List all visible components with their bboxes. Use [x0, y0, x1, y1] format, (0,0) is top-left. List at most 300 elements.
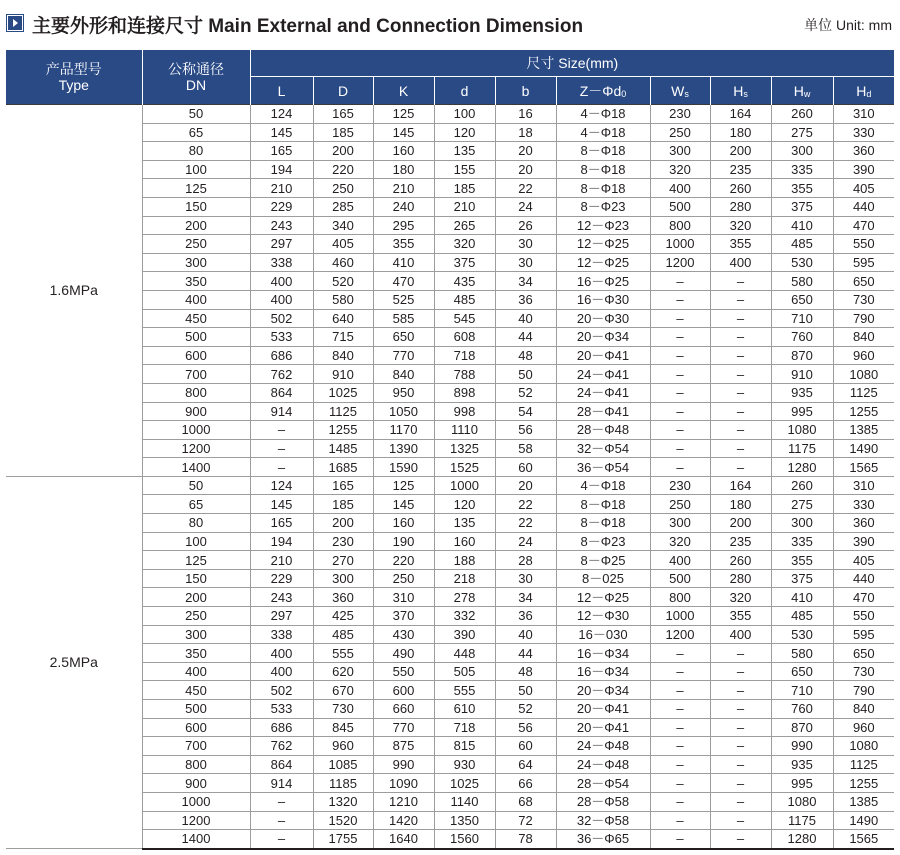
value-cell: 28－Φ58 — [556, 792, 650, 811]
value-cell: 28－Φ54 — [556, 774, 650, 793]
value-cell: 525 — [373, 290, 434, 309]
value-cell: 355 — [710, 235, 771, 254]
dn-cell: 50 — [142, 476, 250, 495]
value-cell: 500 — [650, 197, 710, 216]
value-cell: – — [710, 328, 771, 347]
value-cell: 185 — [434, 179, 495, 198]
value-cell: 715 — [313, 328, 373, 347]
value-cell: – — [710, 792, 771, 811]
value-cell: 145 — [250, 495, 313, 514]
dn-cell: 300 — [142, 625, 250, 644]
value-cell: 278 — [434, 588, 495, 607]
header-type-en: Type — [58, 77, 89, 93]
value-cell: 1255 — [313, 421, 373, 440]
value-cell: 360 — [833, 142, 894, 161]
value-cell: 898 — [434, 383, 495, 402]
value-cell: 20－Φ30 — [556, 309, 650, 328]
value-cell: 28－Φ41 — [556, 402, 650, 421]
value-cell: 870 — [771, 718, 833, 737]
column-header-sub: s — [684, 88, 689, 99]
value-cell: 30 — [495, 235, 556, 254]
value-cell: – — [650, 737, 710, 756]
value-cell: 338 — [250, 625, 313, 644]
value-cell: – — [650, 383, 710, 402]
value-cell: 730 — [833, 290, 894, 309]
table-row — [6, 105, 894, 124]
value-cell: 64 — [495, 755, 556, 774]
value-cell: 730 — [313, 700, 373, 719]
value-cell: 72 — [495, 811, 556, 830]
value-cell: 44 — [495, 328, 556, 347]
value-cell: 410 — [771, 588, 833, 607]
value-cell: 375 — [434, 253, 495, 272]
dn-cell: 1200 — [142, 811, 250, 830]
value-cell: 12－Φ25 — [556, 588, 650, 607]
value-cell: 8－Φ25 — [556, 551, 650, 570]
value-cell: 1590 — [373, 458, 434, 477]
value-cell: 56 — [495, 421, 556, 440]
value-cell: 533 — [250, 328, 313, 347]
value-cell: – — [650, 290, 710, 309]
value-cell: 243 — [250, 588, 313, 607]
value-cell: 960 — [833, 346, 894, 365]
value-cell: – — [710, 346, 771, 365]
value-cell: 36 — [495, 607, 556, 626]
value-cell: 24－Φ41 — [556, 365, 650, 384]
value-cell: 310 — [833, 105, 894, 124]
column-header-main: L — [277, 82, 286, 99]
value-cell: 20－Φ34 — [556, 681, 650, 700]
dn-cell: 250 — [142, 607, 250, 626]
value-cell: – — [710, 830, 771, 849]
value-cell: 185 — [313, 123, 373, 142]
value-cell: 650 — [771, 662, 833, 681]
value-cell: 790 — [833, 681, 894, 700]
value-cell: 200 — [710, 142, 771, 161]
value-cell: 200 — [710, 514, 771, 533]
value-cell: 22 — [495, 514, 556, 533]
value-cell: 50 — [495, 365, 556, 384]
value-cell: 265 — [434, 216, 495, 235]
value-cell: – — [710, 718, 771, 737]
value-cell: 8－Φ18 — [556, 514, 650, 533]
page-title: 主要外形和连接尺寸 Main External and Connection Dimension — [32, 16, 584, 37]
value-cell: 164 — [710, 476, 771, 495]
value-cell: 24－Φ48 — [556, 755, 650, 774]
value-cell: 335 — [771, 160, 833, 179]
value-cell: 910 — [313, 365, 373, 384]
value-cell: 790 — [833, 309, 894, 328]
value-cell: 1080 — [833, 365, 894, 384]
value-cell: 120 — [434, 495, 495, 514]
column-header-main: H — [733, 82, 744, 99]
value-cell: 360 — [313, 588, 373, 607]
value-cell: – — [250, 830, 313, 849]
value-cell: 338 — [250, 253, 313, 272]
value-cell: 1420 — [373, 811, 434, 830]
value-cell: – — [250, 439, 313, 458]
dn-cell: 450 — [142, 309, 250, 328]
value-cell: – — [650, 439, 710, 458]
value-cell: 375 — [771, 197, 833, 216]
value-cell: – — [710, 755, 771, 774]
value-cell: 1000 — [434, 476, 495, 495]
value-cell: 20 — [495, 476, 556, 495]
column-header-main: d — [460, 82, 469, 99]
value-cell: 200 — [313, 514, 373, 533]
value-cell: 1170 — [373, 421, 434, 440]
value-cell: 310 — [373, 588, 434, 607]
dn-cell: 125 — [142, 551, 250, 570]
column-header — [833, 77, 894, 105]
value-cell: 608 — [434, 328, 495, 347]
value-cell: 8－025 — [556, 569, 650, 588]
value-cell: 505 — [434, 662, 495, 681]
value-cell: – — [650, 718, 710, 737]
value-cell: 4－Φ18 — [556, 105, 650, 124]
value-cell: 235 — [710, 532, 771, 551]
value-cell: 930 — [434, 755, 495, 774]
value-cell: – — [650, 700, 710, 719]
column-header — [650, 77, 710, 105]
value-cell: 788 — [434, 365, 495, 384]
value-cell: 485 — [434, 290, 495, 309]
value-cell: 20－Φ41 — [556, 346, 650, 365]
value-cell: 12－Φ23 — [556, 216, 650, 235]
value-cell: 1255 — [833, 402, 894, 421]
value-cell: 332 — [434, 607, 495, 626]
value-cell: 20 — [495, 142, 556, 161]
value-cell: 210 — [434, 197, 495, 216]
value-cell: 400 — [250, 290, 313, 309]
value-cell: 762 — [250, 365, 313, 384]
value-cell: 1490 — [833, 811, 894, 830]
arrow-right-icon — [6, 14, 24, 32]
value-cell: 260 — [710, 179, 771, 198]
value-cell: 60 — [495, 458, 556, 477]
column-header-sub: 0 — [621, 88, 627, 99]
dn-cell: 125 — [142, 179, 250, 198]
value-cell: 8－Φ18 — [556, 142, 650, 161]
value-cell: 1110 — [434, 421, 495, 440]
value-cell: 250 — [650, 495, 710, 514]
type-cell: 2.5MPa — [6, 476, 142, 848]
value-cell: 762 — [250, 737, 313, 756]
value-cell: 650 — [833, 272, 894, 291]
value-cell: 1125 — [833, 383, 894, 402]
value-cell: 56 — [495, 718, 556, 737]
value-cell: 229 — [250, 569, 313, 588]
value-cell: 760 — [771, 700, 833, 719]
value-cell: 20 — [495, 160, 556, 179]
value-cell: – — [710, 290, 771, 309]
value-cell: 1175 — [771, 439, 833, 458]
value-cell: 1140 — [434, 792, 495, 811]
value-cell: 990 — [373, 755, 434, 774]
value-cell: 230 — [650, 476, 710, 495]
value-cell: 124 — [250, 105, 313, 124]
value-cell: 800 — [650, 216, 710, 235]
value-cell: 840 — [833, 328, 894, 347]
value-cell: 44 — [495, 644, 556, 663]
value-cell: 188 — [434, 551, 495, 570]
column-header-main: Z－Φd — [579, 82, 622, 99]
value-cell: 210 — [373, 179, 434, 198]
value-cell: 320 — [650, 160, 710, 179]
dn-cell: 300 — [142, 253, 250, 272]
value-cell: 875 — [373, 737, 434, 756]
value-cell: 1085 — [313, 755, 373, 774]
value-cell: – — [650, 402, 710, 421]
value-cell: – — [710, 811, 771, 830]
value-cell: 950 — [373, 383, 434, 402]
value-cell: 1210 — [373, 792, 434, 811]
value-cell: 580 — [771, 272, 833, 291]
value-cell: 155 — [434, 160, 495, 179]
value-cell: 24－Φ48 — [556, 737, 650, 756]
value-cell: 840 — [373, 365, 434, 384]
value-cell: 34 — [495, 588, 556, 607]
column-header — [710, 77, 771, 105]
value-cell: 815 — [434, 737, 495, 756]
value-cell: 650 — [373, 328, 434, 347]
value-cell: 164 — [710, 105, 771, 124]
value-cell: 280 — [710, 569, 771, 588]
value-cell: 910 — [771, 365, 833, 384]
column-header — [771, 77, 833, 105]
value-cell: 533 — [250, 700, 313, 719]
value-cell: 935 — [771, 383, 833, 402]
value-cell: 550 — [833, 235, 894, 254]
value-cell: 1350 — [434, 811, 495, 830]
value-cell: 145 — [373, 123, 434, 142]
value-cell: 190 — [373, 532, 434, 551]
value-cell: 390 — [833, 532, 894, 551]
value-cell: 60 — [495, 737, 556, 756]
value-cell: 1320 — [313, 792, 373, 811]
value-cell: 650 — [771, 290, 833, 309]
value-cell: 24 — [495, 197, 556, 216]
value-cell: 310 — [833, 476, 894, 495]
value-cell: 620 — [313, 662, 373, 681]
value-cell: 502 — [250, 681, 313, 700]
dn-cell: 1400 — [142, 458, 250, 477]
value-cell: 16－Φ25 — [556, 272, 650, 291]
value-cell: 18 — [495, 123, 556, 142]
value-cell: 600 — [373, 681, 434, 700]
dn-cell: 500 — [142, 700, 250, 719]
value-cell: 16－Φ30 — [556, 290, 650, 309]
value-cell: 1125 — [833, 755, 894, 774]
value-cell: 52 — [495, 383, 556, 402]
column-header — [250, 77, 313, 105]
value-cell: 375 — [771, 569, 833, 588]
value-cell: 1490 — [833, 439, 894, 458]
value-cell: 145 — [373, 495, 434, 514]
header-type-cn: 产品型号 — [45, 61, 102, 77]
value-cell: 405 — [833, 179, 894, 198]
value-cell: 405 — [833, 551, 894, 570]
value-cell: 448 — [434, 644, 495, 663]
value-cell: 1090 — [373, 774, 434, 793]
value-cell: 180 — [373, 160, 434, 179]
value-cell: 1325 — [434, 439, 495, 458]
value-cell: 300 — [650, 142, 710, 161]
column-header — [373, 77, 434, 105]
value-cell: – — [650, 365, 710, 384]
value-cell: 8－Φ23 — [556, 532, 650, 551]
dn-cell: 1200 — [142, 439, 250, 458]
dn-cell: 450 — [142, 681, 250, 700]
value-cell: 1565 — [833, 458, 894, 477]
value-cell: 1685 — [313, 458, 373, 477]
value-cell: 180 — [710, 123, 771, 142]
value-cell: 355 — [771, 179, 833, 198]
value-cell: 400 — [650, 179, 710, 198]
value-cell: 595 — [833, 625, 894, 644]
value-cell: 530 — [771, 625, 833, 644]
value-cell: 330 — [833, 495, 894, 514]
value-cell: 280 — [710, 197, 771, 216]
value-cell: 16－030 — [556, 625, 650, 644]
value-cell: 730 — [833, 662, 894, 681]
value-cell: – — [650, 662, 710, 681]
dn-cell: 65 — [142, 123, 250, 142]
value-cell: 16 — [495, 105, 556, 124]
value-cell: 935 — [771, 755, 833, 774]
value-cell: 300 — [771, 142, 833, 161]
value-cell: 355 — [710, 607, 771, 626]
value-cell: – — [710, 383, 771, 402]
value-cell: 335 — [771, 532, 833, 551]
dn-cell: 350 — [142, 644, 250, 663]
value-cell: 36－Φ65 — [556, 830, 650, 849]
value-cell: – — [710, 774, 771, 793]
value-cell: 1390 — [373, 439, 434, 458]
value-cell: – — [250, 811, 313, 830]
value-cell: 718 — [434, 346, 495, 365]
value-cell: 470 — [833, 588, 894, 607]
value-cell: – — [710, 421, 771, 440]
value-cell: 320 — [650, 532, 710, 551]
column-header-sub: w — [803, 88, 811, 99]
value-cell: 435 — [434, 272, 495, 291]
value-cell: 470 — [833, 216, 894, 235]
value-cell: 390 — [833, 160, 894, 179]
value-cell: – — [650, 755, 710, 774]
value-cell: 1565 — [833, 830, 894, 849]
value-cell: 20－Φ41 — [556, 700, 650, 719]
value-cell: 430 — [373, 625, 434, 644]
value-cell: 230 — [313, 532, 373, 551]
value-cell: 40 — [495, 625, 556, 644]
column-header-main: K — [398, 82, 409, 99]
value-cell: 1520 — [313, 811, 373, 830]
value-cell: 8－Φ23 — [556, 197, 650, 216]
value-cell: 243 — [250, 216, 313, 235]
header-dn-en: DN — [185, 77, 207, 93]
value-cell: 390 — [434, 625, 495, 644]
value-cell: 545 — [434, 309, 495, 328]
header-dn-cn: 公称通径 — [168, 61, 224, 77]
value-cell: 1485 — [313, 439, 373, 458]
value-cell: 50 — [495, 681, 556, 700]
title-bar — [6, 8, 894, 38]
value-cell: 8－Φ18 — [556, 160, 650, 179]
column-header — [556, 77, 650, 105]
value-cell: 34 — [495, 272, 556, 291]
dn-cell: 80 — [142, 514, 250, 533]
dn-cell: 200 — [142, 216, 250, 235]
value-cell: 400 — [250, 644, 313, 663]
value-cell: 770 — [373, 718, 434, 737]
dn-cell: 700 — [142, 737, 250, 756]
value-cell: 340 — [313, 216, 373, 235]
value-cell: 870 — [771, 346, 833, 365]
value-cell: 864 — [250, 755, 313, 774]
value-cell: 360 — [833, 514, 894, 533]
value-cell: 260 — [771, 476, 833, 495]
value-cell: 840 — [313, 346, 373, 365]
value-cell: 22 — [495, 495, 556, 514]
value-cell: 370 — [373, 607, 434, 626]
value-cell: 1025 — [434, 774, 495, 793]
value-cell: 845 — [313, 718, 373, 737]
value-cell: 800 — [650, 588, 710, 607]
value-cell: 405 — [313, 235, 373, 254]
value-cell: – — [710, 272, 771, 291]
value-cell: 960 — [833, 718, 894, 737]
value-cell: 610 — [434, 700, 495, 719]
value-cell: 32－Φ58 — [556, 811, 650, 830]
value-cell: 28 — [495, 551, 556, 570]
value-cell: 210 — [250, 551, 313, 570]
value-cell: 650 — [833, 644, 894, 663]
column-header-main: D — [337, 82, 349, 99]
value-cell: 165 — [313, 476, 373, 495]
value-cell: 297 — [250, 235, 313, 254]
value-cell: 1025 — [313, 383, 373, 402]
value-cell: 686 — [250, 346, 313, 365]
value-cell: 864 — [250, 383, 313, 402]
value-cell: 300 — [313, 569, 373, 588]
value-cell: 400 — [710, 253, 771, 272]
value-cell: 990 — [771, 737, 833, 756]
value-cell: 1185 — [313, 774, 373, 793]
value-cell: 12－Φ25 — [556, 253, 650, 272]
value-cell: 125 — [373, 476, 434, 495]
value-cell: – — [710, 681, 771, 700]
value-cell: 22 — [495, 179, 556, 198]
value-cell: 4－Φ18 — [556, 123, 650, 142]
value-cell: 160 — [434, 532, 495, 551]
value-cell: – — [650, 309, 710, 328]
column-header-main: W — [671, 82, 685, 99]
value-cell: 1125 — [313, 402, 373, 421]
value-cell: 300 — [771, 514, 833, 533]
dn-cell: 1000 — [142, 792, 250, 811]
value-cell: 686 — [250, 718, 313, 737]
value-cell: 1280 — [771, 458, 833, 477]
value-cell: 500 — [650, 569, 710, 588]
value-cell: 1255 — [833, 774, 894, 793]
value-cell: – — [710, 644, 771, 663]
value-cell: 160 — [373, 514, 434, 533]
value-cell: 165 — [250, 142, 313, 161]
value-cell: 260 — [771, 105, 833, 124]
dimension-table — [6, 50, 894, 850]
value-cell: – — [650, 328, 710, 347]
